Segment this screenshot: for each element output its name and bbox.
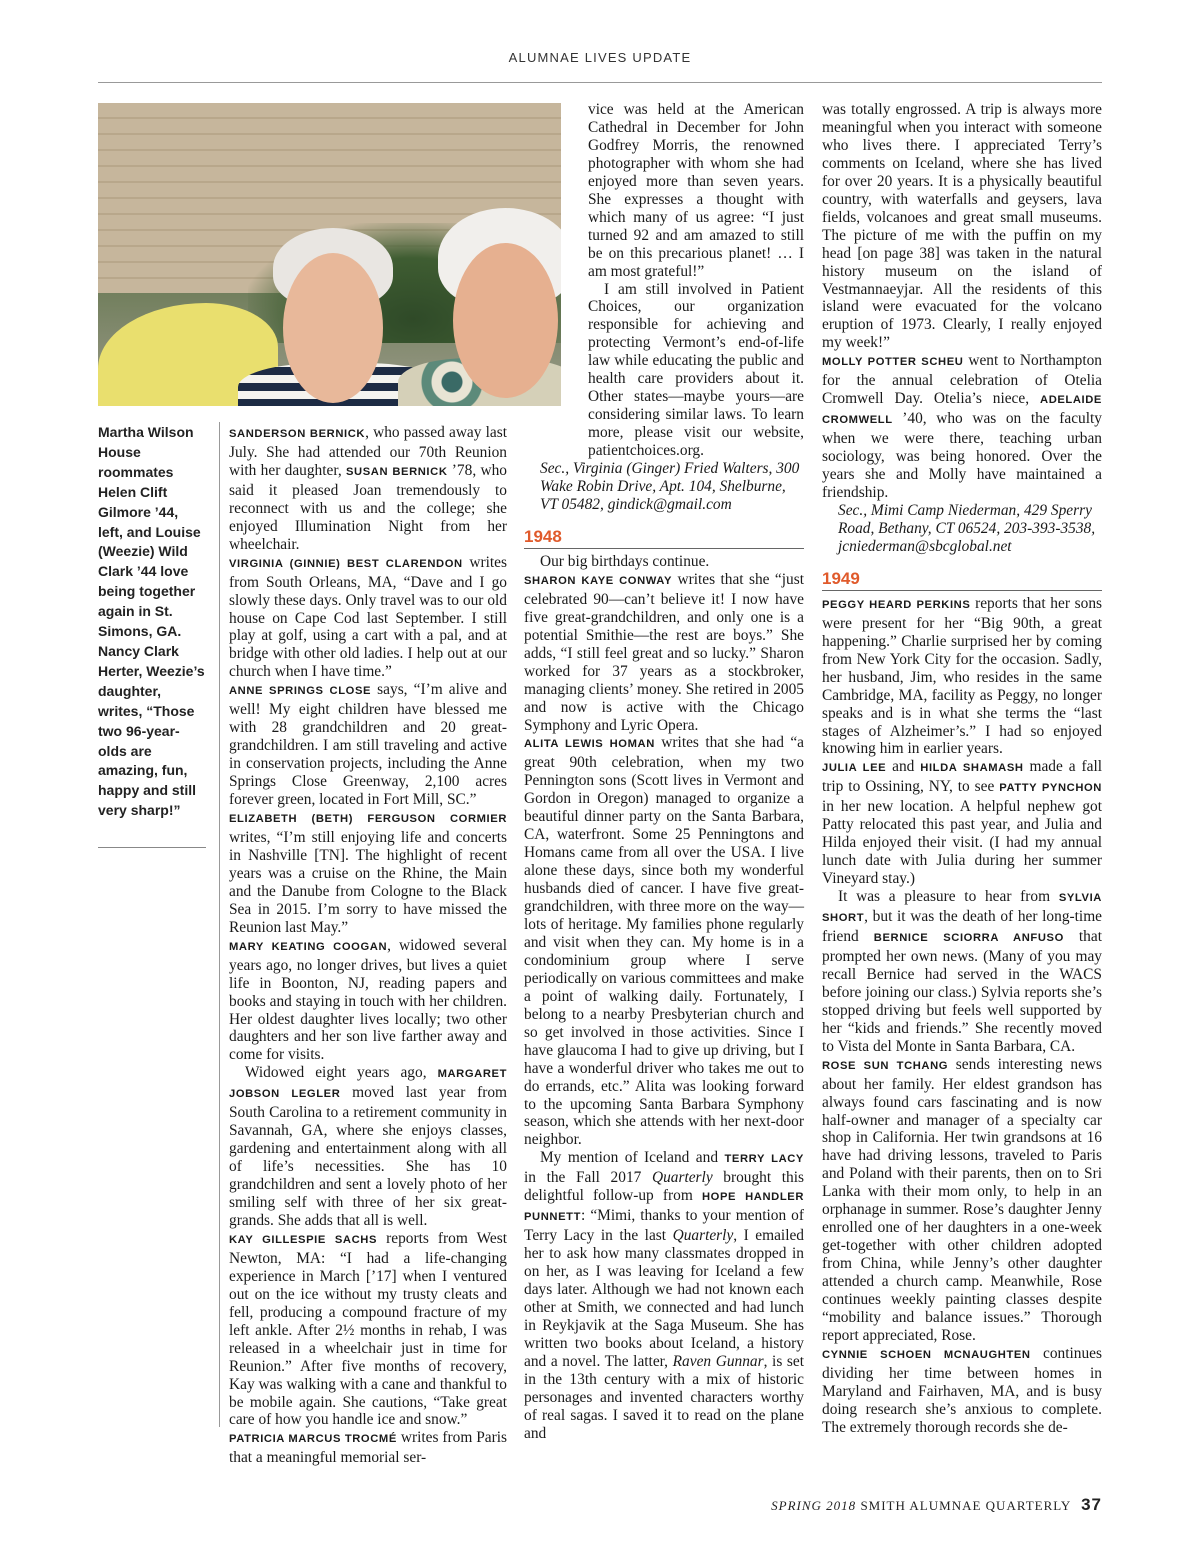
column-3 (822, 101, 1102, 1437)
note-birthdays: Our big birthdays continue. (540, 552, 710, 570)
page-number: 37 (1081, 1495, 1102, 1514)
photo-caption: Martha Wilson House roommates Helen Clift Gilmore ’44, left, and Louise (Weezie) Wild Clark ’44 love being together again in St. Simons, GA. Nancy Clark Herter, Weezie’s daughter, writes, “Those two 96-year-olds are amazing, fun, happy and still very sharp!” (98, 424, 205, 819)
page-footer (771, 1495, 1102, 1515)
note-short: It was a pleasure to hear from SYLVIA SHORT, but it was the death of her long-time friend BERNICE SCIORRA ANFUSO that prompted her own news. (Many of you may recall Bernice had served in the WACS before joining our class.) Sylvia reports she’s stopped driving but feels well supported by her “kids and friends.” She recently moved to Vista del Monte in Santa Barbara, CA. (822, 888, 1102, 1055)
section-header: ALUMNAE LIVES UPDATE (508, 50, 692, 65)
col2-wrap-around-photo (524, 101, 804, 460)
note-scheu: MOLLY POTTER SCHEU went to Northampton for the annual celebration of Otelia Cromwell Day. Otelia’s niece, ADELAIDE CROMWELL ’40, who was on the faculty when we were there, teaching urban sociology, was being honored. Over the years she and Molly have maintained a friendship. (822, 352, 1102, 502)
note-homan: ALITA LEWIS HOMAN writes that she had “a great 90th celebration, when my two Pennington sons (Scott lives in Vermont and Gordon in Oregon) managed to organize a beautiful dinner party on the Santa Barbara, CA, waterfront. Some 25 Penningtons and Homans came from all over the USA. I live alone these days, since both my wonderful husbands died of cancer. I have five great-grandchildren, with three more on the way—lots of heritage. My families phone regularly and visit when they can. My home is in a condominium group where I serve periodically on various committees and make a point of walking daily. Fortunately, I belong to a nearby Presbyterian church and so get involved in those activities. Since I have glaucoma I had to give up driving, but I have a wonderful driver who takes me out to do errands, etc.” Alita was looking forward to the upcoming Santa Barbara Symphony season, which she attends with her next-door neighbor. (524, 734, 804, 1149)
note-clarendon: VIRGINIA (GINNIE) BEST CLARENDON writes from South Orleans, MA, “Dave and I go slowly these days. Only travel was to our old house on Cape Cod last September. I still play at golf, using a cart with a pal, and at bridge with other old ladies. I help out at our church when I have time.” (229, 553, 507, 681)
note-punnett: My mention of Iceland and TERRY LACY in the Fall 2017 Quarterly brought this delightful follow-up from HOPE HANDLER PUNNETT: “Mimi, thanks to your mention of Terry Lacy in the last Quarterly, I emailed her to ask how many classmates dropped in on her, as I was leaving for Iceland a few days later. Although we had not known each other at Smith, we connected and had lunch in Reykjavik at the Saga Museum. She has written two books about Iceland, a history and a novel. The latter, Raven Gunnar, is set in the 13th century with a mix of historic personages and invented characters worthy of real sagas. I saved it to read on the plane and (524, 1149, 805, 1442)
note-perkins: PEGGY HEARD PERKINS reports that her sons were present for her “Big 90th, a great happening.” Charlie surprised her by coming from New York City for the occasion. Sadly, her husband, Jim, who resides in the same Cambridge, MA, facility as Peggy, no longer speaks and is in what she terms the “last stages of Alzheimer’s.” I had so enjoyed knowing him in earlier years. (822, 594, 1102, 758)
note-cormier: ELIZABETH (BETH) FERGUSON CORMIER writes, “I’m still enjoying life and concerts in Nashville [TN]. The highlight of recent years was a cruise on the Rhine, the Main and the Danube from Cologne to the Black Sea in 2015. I’m sorry to have missed the Reunion last May.” (229, 813, 507, 936)
publication-name: SMITH ALUMNAE QUARTERLY (860, 1498, 1071, 1513)
column-divider (219, 422, 220, 1427)
note-iceland-cont: was totally engrossed. A trip is always more meaningful when you interact with someone who lives there. I appreciated Terry’s comments on Iceland, where she has lived for over 20 years. It is a physically beautiful country, with waterfalls and geysers, lava fields, volcanoes and great small museums. The picture of me with the puffin on my head [on page 38] was taken in the natural history museum on the island of Vestmannaeyjar. All the residents of this island were evacuated for the volcano eruption of 1973. Clearly, I really enjoyed my week!” (822, 101, 1102, 352)
column-1 (229, 424, 507, 1467)
note-patient-choices: I am still involved in Patient Choices, our organization responsible for achieving and protecting Vermont’s end-of-life law while educating the public and health care providers about it. Other states—maybe yours—are considering similar laws. To learn more, please visit our website, patientchoices.org. (588, 280, 804, 460)
note-sanderson-bernick: SANDERSON BERNICK, who passed away last July. She had attended our 70th Reunion with her daughter, SUSAN BERNICK ’78, who said it pleased Joan tremendously to reconnect with us and the college; she enjoyed Illumination Night from her wheelchair. (229, 424, 508, 553)
class-year-1948: 1948 (524, 526, 804, 549)
note-tchang: ROSE SUN TCHANG sends interesting news about her family. Her eldest grandson has always found cars fascinating and is now half-owner and manager of a specialty car shop in California. Her twin grandsons at 16 have had driving lessons, traveled to Paris and Poland with their parents, then on to Sri Lanka with their mom only, to help in an orphanage in summer. Rose’s daughter Jenny enrolled one of her daughters in a one-week get-together with other children adopted from China, while Jenny’s other daughter attended a church camp. Meanwhile, Rose continues weekly painting classes despite “mobility and balance issues.” Thorough report appreciated, Rose. (822, 1055, 1103, 1344)
header-divider (98, 82, 1102, 83)
note-coogan: MARY KEATING COOGAN, widowed several years ago, no longer drives, but lives a quiet life in Boonton, NJ, reading papers and books and staying in touch with her children. Her oldest daughter lives locally; two other daughters and her son live farther away and come for visits. (229, 936, 507, 1064)
secretary-address-1947: Sec., Virginia (Ginger) Fried Walters, 300 Wake Robin Drive, Apt. 104, Shelburne, VT 05482, gindick@gmail.com (540, 460, 800, 513)
note-legler: Widowed eight years ago, MARGARET JOBSON LEGLER moved last year from South Carolina to a retirement community in Savannah, GA, where she enjoys classes, gardening and entertainment along with all of life’s necessities. She has 10 grandchildren and sent a lovely photo of her smiling self with three of her six great-grands. She adds that all is well. (229, 1064, 507, 1229)
note-lee-shamash: JULIA LEE and HILDA SHAMASH made a fall trip to Ossining, NY, to see PATTY PYNCHON in her new location. A helpful nephew got Patty relocated this past year, and Julia and Hilda enjoyed their visit. (I had my annual lunch date with Julia during her summer Vineyard stay.) (822, 758, 1102, 888)
column-2 (524, 101, 804, 1443)
note-close: ANNE SPRINGS CLOSE says, “I’m alive and well! My eight children have blessed me with 28 grandchildren and 20 great-grandchildren. I am still traveling and active in conservation projects, including the Anne Springs Close Greenway, 2,100 acres forever green, located in Fort Mill, SC.” (229, 681, 507, 809)
caption-divider (98, 847, 206, 848)
class-year-1949: 1949 (822, 568, 1102, 591)
roommates-photo (98, 103, 561, 406)
note-trocme: PATRICIA MARCUS TROCMÉ writes from Paris that a meaningful memorial ser- (229, 1429, 507, 1467)
note-memorial-cont: vice was held at the American Cathedral in December for John Godfrey Morris, the renowned photographer with whom she had enjoyed more than seven years. She expresses a thought with which many of us agree: “I just turned 92 and am amazed to still be on this precarious planet! … I am most grateful!” (588, 101, 804, 280)
note-mcnaughten: CYNNIE SCHOEN MCNAUGHTEN continues dividing her time between homes in Maryland and Fairhaven, MA, and is busy doing research she’s anxious to complete. The extremely thorough records she de- (822, 1344, 1102, 1436)
issue-season: SPRING 2018 (771, 1498, 857, 1513)
secretary-address-1948: Sec., Mimi Camp Niederman, 429 Sperry Road, Bethany, CT 06524, 203-393-3538, jcniederman@sbcglobal.net (838, 501, 1096, 555)
note-sachs: KAY GILLESPIE SACHS reports from West Newton, MA: “I had a life-changing experience in March [’17] when I ventured out on the ice without my trusty cleats and fell, producing a compound fracture of my left ankle. After 2½ months in rehab, I was released in a wheelchair just in time for Reunion.” After five months of recovery, Kay was walking with a cane and thankful to be mobile again. She cautions, “Take great care of how you handle ice and snow.” (229, 1229, 508, 1429)
note-conway: SHARON KAYE CONWAY writes that she “just celebrated 90—can’t believe it! I now have five great-grandchildren, and only one is a potential Smithie—the rest are boys.” She adds, “I still feel great and so lucky.” Sharon worked for 37 years as a stockbroker, managing clients’ money. She retired in 2005 and now is active with the Chicago Symphony and Lyric Opera. (524, 570, 804, 734)
